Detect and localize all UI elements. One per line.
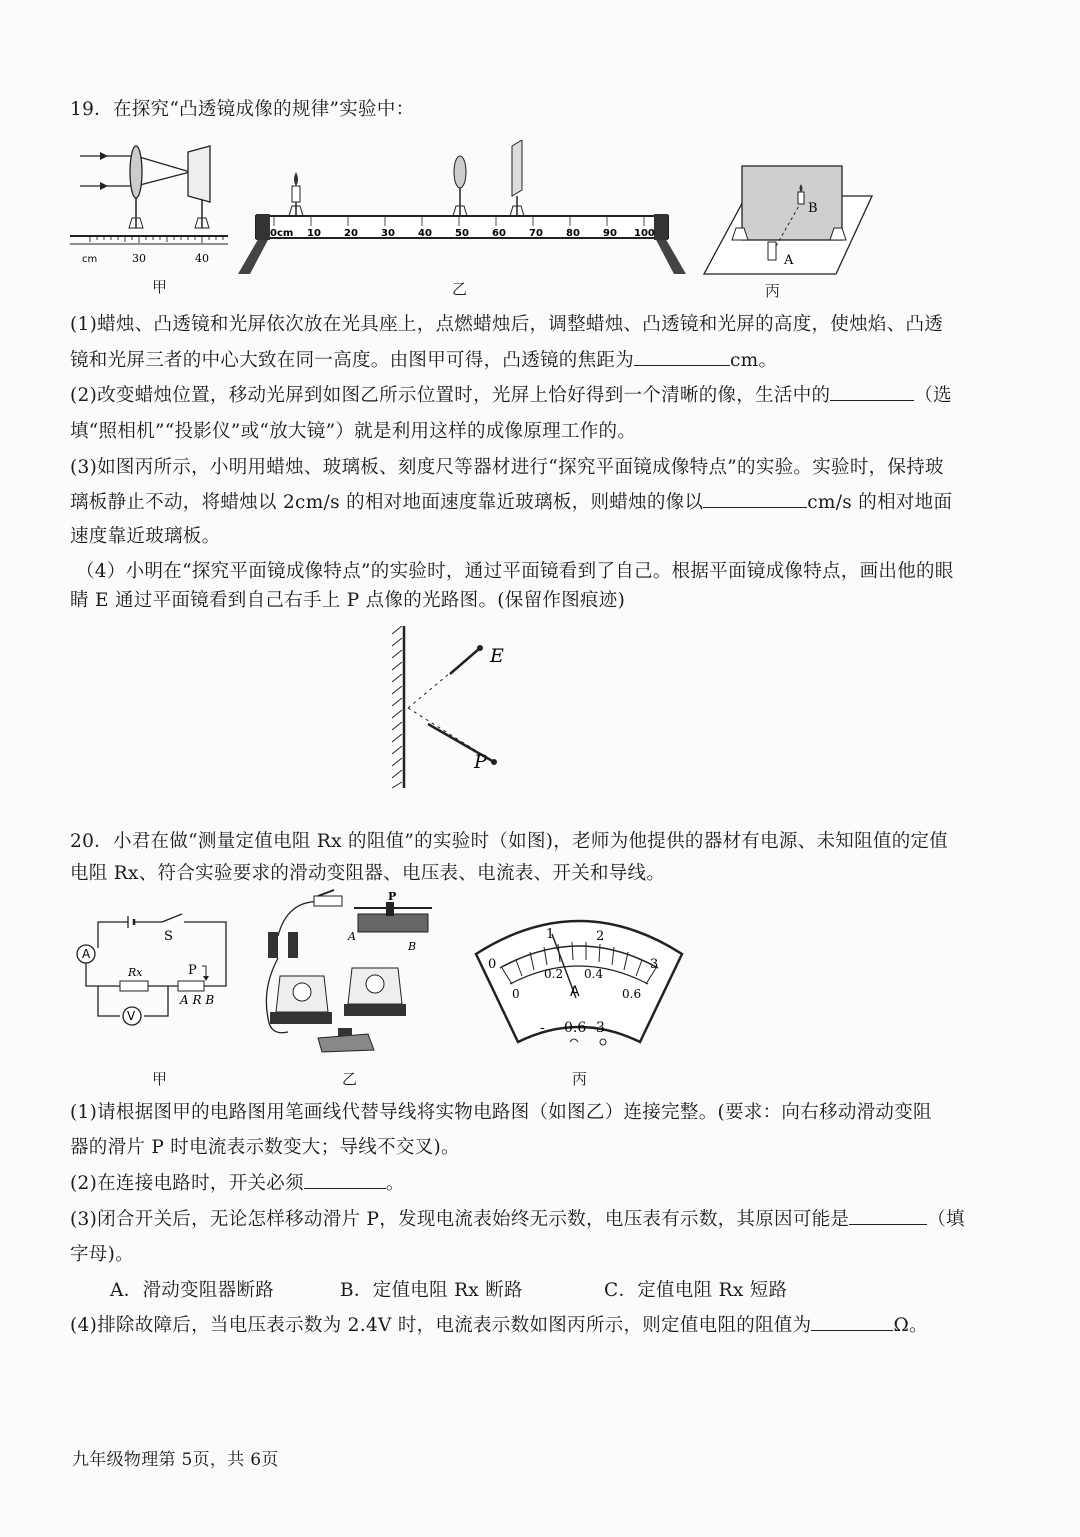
page-footer: 九年级物理第 5页，共 6页	[72, 1450, 279, 1470]
q19-part2-line2: 填“照相机”“投影仪”或“放大镜”）就是利用这样的成像原理工作的。	[70, 421, 637, 442]
mirror-label-p: P	[474, 751, 487, 773]
q20-part1-line2: 器的滑片 P 时电流表示数变大；导线不交叉)。	[70, 1137, 460, 1158]
q20-title-line2: 电阻 Rx、符合实验要求的滑动变阻器、电压表、电流表、开关和导线。	[70, 863, 666, 884]
meter-terminal-06: 0.6	[564, 1020, 587, 1036]
yi-tick-70: 70	[529, 228, 543, 239]
meter-outer-2: 2	[596, 929, 605, 944]
q19-figure-bing	[702, 160, 882, 278]
q19-part3-line1: (3)如图丙所示，小明用蜡烛、玻璃板、刻度尺等器材进行“探究平面镜成像特点”的实验。实验时，保持玻	[70, 457, 944, 478]
q19-part2-tail: （选	[914, 385, 952, 406]
bing-label-b: B	[808, 201, 818, 216]
mirror-label-e: E	[490, 645, 504, 667]
meter-outer-1: 1	[546, 927, 555, 942]
yi-tick-100: 100	[634, 228, 655, 239]
yi-tick-20: 20	[344, 228, 358, 239]
yi-tick-50: 50	[455, 228, 469, 239]
circuit-label-ammeter: A	[82, 947, 91, 961]
circuit-label-switch: S	[164, 929, 173, 944]
yi-tick-30: 30	[381, 228, 395, 239]
q19-part4-line1: （4）小明在“探究平面镜成像特点”的实验时，通过平面镜看到了自己。根据平面镜成像特点，画出他的眼	[76, 561, 954, 582]
q20-part1-line1: (1)请根据图甲的电路图用笔画线代替导线将实物电路图（如图乙）连接完整。(要求：向右移动滑动变阻	[70, 1102, 932, 1123]
q20-part4	[70, 1311, 928, 1337]
q20-part4-text: (4)排除故障后，当电压表示数为 2.4V 时，电流表示数如图丙所示，则定值电阻的阻值为	[70, 1315, 812, 1336]
q20-part4-unit: Ω。	[893, 1315, 928, 1336]
jia-tick-cm: cm	[82, 254, 98, 265]
q20-title-line1: 20．小君在做“测量定值电阻 Rx 的阻值”的实验时（如图)，老师为他提供的器材有电源、未知阻值的定值	[70, 831, 949, 852]
q20-part2	[70, 1169, 405, 1195]
jia-tick-40: 40	[195, 252, 209, 265]
q19-figure-jia	[70, 140, 230, 270]
q19-part1-text: 镜和光屏三者的中心大致在同一高度。由图甲可得，凸透镜的焦距为	[70, 350, 635, 371]
device-label-b: B	[408, 940, 417, 953]
yi-tick-60: 60	[492, 228, 506, 239]
q19-part1-line1: (1)蜡烛、凸透镜和光屏依次放在光具座上，点燃蜡烛后，调整蜡烛、凸透镜和光屏的高度，使烛焰、凸透	[70, 314, 944, 335]
device-label-a: A	[348, 930, 356, 943]
q19-caption-jia: 甲	[152, 278, 168, 296]
q19-title: 19．在探究“凸透镜成像的规律”实验中：	[70, 99, 415, 120]
q20-part3-blank[interactable]	[849, 1208, 927, 1225]
meter-inner-06: 0.6	[622, 987, 642, 1001]
q20-part2-text: (2)在连接电路时，开关必须	[70, 1173, 304, 1194]
q20-part2-blank[interactable]	[304, 1172, 386, 1189]
q20-option-b[interactable]: B．定值电阻 Rx 断路	[340, 1280, 523, 1301]
q20-part3-line1	[70, 1205, 965, 1231]
meter-inner-0: 0	[512, 987, 520, 1001]
q20-option-a[interactable]: A．滑动变阻器断路	[110, 1280, 275, 1301]
meter-outer-0: 0	[488, 957, 497, 972]
q19-caption-yi: 乙	[452, 280, 468, 298]
circuit-label-voltmeter: V	[127, 1009, 136, 1023]
q19-part3-line2	[70, 488, 952, 514]
q20-caption-bing: 丙	[572, 1070, 588, 1088]
meter-terminal-minus: -	[540, 1020, 545, 1036]
q20-part3-line2: 字母)。	[70, 1244, 134, 1265]
q19-part1-line2	[70, 346, 777, 372]
q19-caption-bing: 丙	[765, 282, 781, 300]
q20-devices-yi	[258, 888, 438, 1060]
q20-part3-tail: （填	[927, 1209, 965, 1230]
bing-label-a: A	[784, 253, 794, 268]
yi-tick-90: 90	[603, 228, 617, 239]
yi-tick-10: 10	[307, 228, 321, 239]
q19-part3-line3: 速度靠近玻璃板。	[70, 526, 221, 547]
q19-part3-text: 璃板静止不动，将蜡烛以 2cm/s 的相对地面速度靠近玻璃板，则蜡烛的像以	[70, 492, 704, 513]
q20-circuit-jia	[72, 910, 232, 1030]
q19-part2-text: (2)改变蜡烛位置，移动光屏到如图乙所示位置时，光屏上恰好得到一个清晰的像，生活中的	[70, 385, 831, 406]
yi-tick-0: 0cm	[270, 228, 294, 239]
q19-part3-tail: cm/s 的相对地面	[807, 492, 953, 513]
q19-part1-blank[interactable]	[634, 349, 730, 366]
q20-option-c[interactable]: C．定值电阻 Rx 短路	[604, 1280, 788, 1301]
meter-unit: A	[570, 984, 580, 1000]
yi-tick-80: 80	[566, 228, 580, 239]
q19-part1-unit: cm。	[730, 350, 778, 371]
meter-terminal-3: 3	[596, 1020, 605, 1036]
q20-part3-text: (3)闭合开关后，无论怎样移动滑片 P，发现电流表始终无示数，电压表有示数，其原因可能是	[70, 1209, 850, 1230]
q19-figure-yi	[238, 140, 686, 276]
circuit-label-slider: P	[188, 963, 197, 978]
q19-part2-line1	[70, 381, 952, 407]
q20-part2-tail: 。	[385, 1173, 405, 1194]
q20-ammeter-bing	[472, 912, 686, 1052]
q20-caption-jia: 甲	[152, 1070, 168, 1088]
q20-part4-blank[interactable]	[811, 1314, 893, 1331]
jia-tick-30: 30	[132, 252, 146, 265]
circuit-label-rheostat: A R B	[180, 993, 215, 1007]
q19-part3-blank[interactable]	[703, 491, 807, 508]
circuit-label-resistor: Rx	[128, 966, 143, 979]
q20-caption-yi: 乙	[342, 1070, 358, 1088]
meter-outer-3: 3	[650, 957, 659, 972]
q19-part2-blank[interactable]	[830, 384, 914, 401]
meter-inner-04: 0.4	[584, 967, 604, 981]
q19-mirror-figure	[388, 626, 508, 790]
meter-inner-02: 0.2	[544, 967, 564, 981]
yi-tick-40: 40	[418, 228, 432, 239]
device-label-p: P	[388, 890, 397, 903]
q19-part4-line2: 睛 E 通过平面镜看到自己右手上 P 点像的光路图。(保留作图痕迹)	[70, 590, 626, 611]
